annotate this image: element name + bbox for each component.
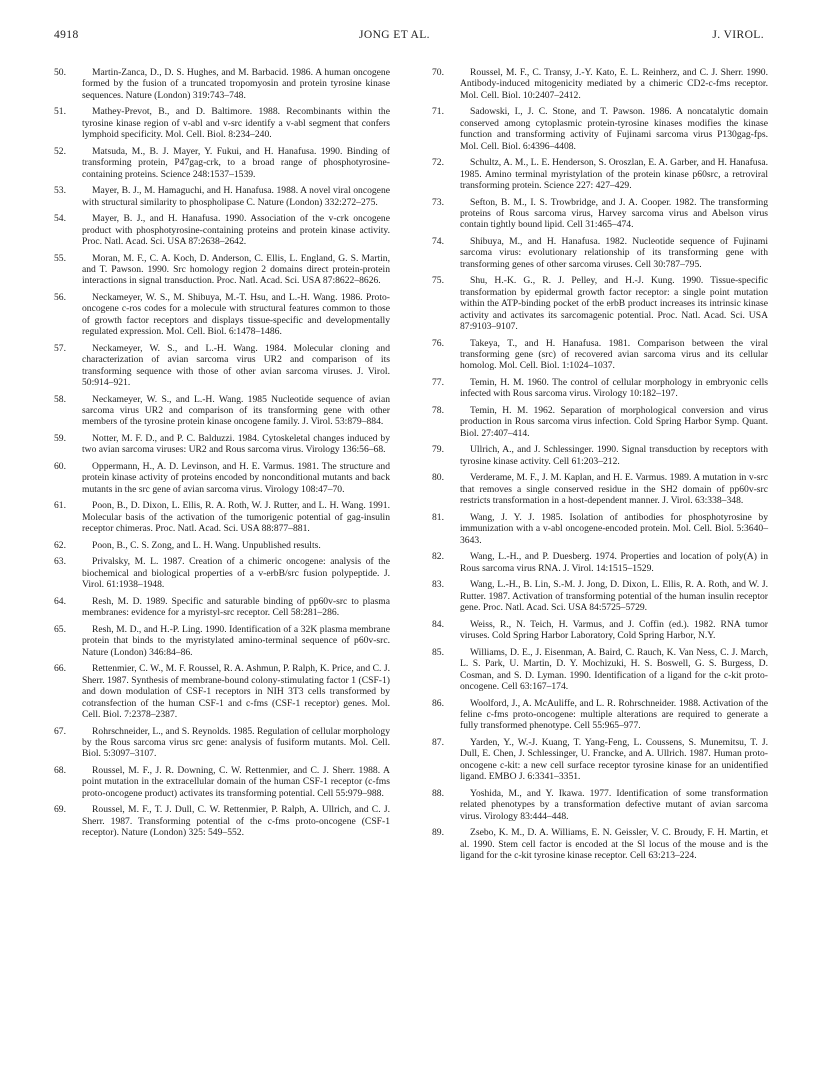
reference-entry (54, 804, 390, 838)
reference-entry (54, 540, 390, 551)
reference-number: 88. (432, 787, 444, 799)
reference-text: Sefton, B. M., I. S. Trowbridge, and J. A. Cooper. 1982. The transforming proteins of Rous sarcoma virus, Harvey sarcoma virus and Abelson virus contain tightly bound lipid. Cell 31:465–474. (460, 196, 768, 231)
reference-entry (432, 579, 768, 613)
reference-entry (432, 236, 768, 270)
reference-number: 78. (432, 405, 444, 417)
reference-number: 83. (432, 579, 444, 591)
reference-number: 68. (54, 764, 66, 776)
reference-entry (432, 472, 768, 506)
reference-entry (432, 377, 768, 400)
reference-text: Yoshida, M., and Y. Ikawa. 1977. Identification of some transformation related phenotypes by a transformation defective mutant of avian sarcoma virus. Virology 83:444–448. (460, 787, 768, 822)
reference-text: Verderame, M. F., J. M. Kaplan, and H. E. Varmus. 1989. A mutation in v-src that removes a single conserved residue in the SH2 domain of pp60v-src restricts transformation in a host-dependent manner. J. Virol. 63:338–348. (460, 472, 768, 507)
reference-entry (432, 619, 768, 642)
reference-number: 72. (432, 157, 444, 169)
reference-number: 67. (54, 725, 66, 737)
reference-number: 62. (54, 539, 66, 551)
reference-number: 63. (54, 556, 66, 568)
reference-text: Neckameyer, W. S., and L.-H. Wang. 1984. Molecular cloning and characterization of avian sarcoma virus UR2 and comparison of its transforming sequence with those of other avian sarcoma viruses. J. Virol. 50:914–921. (82, 342, 390, 389)
reference-column-left (54, 67, 390, 844)
reference-number: 77. (432, 377, 444, 389)
reference-number: 71. (432, 106, 444, 118)
reference-number: 52. (54, 145, 66, 157)
reference-text: Woolford, J., A. McAuliffe, and L. R. Rohrschneider. 1988. Activation of the feline c-fms proto-oncogene: multiple alterations are required to generate a fully transformed phenotype. Cell 55:965–977. (460, 697, 768, 732)
reference-entry (54, 596, 390, 619)
reference-number: 58. (54, 393, 66, 405)
reference-text: Shibuya, M., and H. Hanafusa. 1982. Nucleotide sequence of Fujinami sarcoma virus: evolutionary relationship of its transforming gene with transforming genes of other sarcoma viruses. Cell 30:787–795. (460, 236, 768, 270)
reference-entry (432, 338, 768, 372)
reference-text: Weiss, R., N. Teich, H. Varmus, and J. Coffin (ed.). 1982. RNA tumor viruses. Cold Spring Harbor Laboratory, Cold Spring Harbor, N.Y. (460, 618, 768, 642)
reference-text: Neckameyer, W. S., and L.-H. Wang. 1985 Nucleotide sequence of avian sarcoma virus UR2 and comparison of its transforming gene with other members of the tyrosine protein kinase oncogene family. J. Virol. 53:879–884. (82, 393, 390, 428)
reference-entry (54, 106, 390, 140)
reference-entry (54, 433, 390, 456)
running-title: JONG ET AL. (359, 29, 430, 41)
reference-entry (54, 292, 390, 338)
reference-text: Notter, M. F. D., and P. C. Balduzzi. 1984. Cytoskeletal changes induced by two avian sarcoma viruses: UR2 and Rous sarcoma virus. Virology 136:56–68. (82, 433, 390, 456)
reference-number: 59. (54, 433, 66, 445)
reference-entry (432, 737, 768, 783)
reference-number: 57. (54, 342, 66, 354)
reference-entry (54, 343, 390, 389)
reference-entry (54, 67, 390, 101)
reference-number: 61. (54, 500, 66, 512)
reference-number: 85. (432, 646, 444, 658)
reference-number: 81. (432, 511, 444, 523)
reference-text: Schultz, A. M., L. E. Henderson, S. Oroszlan, E. A. Garber, and H. Hanafusa. 1985. Amino terminal myristylation of the protein kinase p60src, a retroviral transforming protein. Science 227: 427–429. (460, 157, 768, 192)
reference-text: Zsebo, K. M., D. A. Williams, E. N. Geissler, V. C. Broudy, F. H. Martin, et al. 1990. Stem cell factor is encoded at the Sl locus of the mouse and is the ligand for the c-kit tyrosine kinase receptor. Cell 63:213–224. (460, 827, 768, 861)
reference-entry (54, 726, 390, 760)
page-number: 4918 (54, 29, 79, 41)
reference-number: 89. (432, 827, 444, 839)
reference-number: 50. (54, 67, 66, 78)
reference-number: 69. (54, 804, 66, 816)
reference-text: Moran, M. F., C. A. Koch, D. Anderson, C. Ellis, L. England, G. S. Martin, and T. Pawson. 1990. Src homology region 2 domains direct protein-protein interactions in signal transduction. Proc. Natl. Acad. Sci. USA 87:8622–8626. (82, 252, 390, 287)
reference-text: Wang, J. Y. J. 1985. Isolation of antibodies for phosphotyrosine by immunization with a v-abl oncogene-encoded protein. Mol. Cell. Biol. 5:3640–3643. (460, 511, 768, 546)
reference-text: Ullrich, A., and J. Schlessinger. 1990. Signal transduction by receptors with tyrosine kinase activity. Cell 61:203–212. (460, 444, 768, 467)
reference-text: Temin, H. M. 1962. Separation of morphological conversion and virus production in Rous sarcoma virus infection. Cold Spring Harbor Symp. Quant. Biol. 27:407–414. (460, 405, 768, 439)
reference-entry (54, 765, 390, 799)
reference-entry (432, 197, 768, 231)
reference-number: 76. (432, 337, 444, 349)
reference-text: Poon, B., D. Dixon, L. Ellis, R. A. Roth, W. J. Rutter, and L. H. Wang. 1991. Molecular basis of the activation of the tumorigenic potential of gag-insulin receptor chimeras. Proc. Natl. Acad. Sci. USA 88:877–881. (82, 500, 390, 535)
reference-text: Sadowski, I., J. C. Stone, and T. Pawson. 1986. A noncatalytic domain conserved among cytoplasmic protein-tyrosine kinases modifies the kinase function and transforming activity of Fujinami sarcoma virus P130gag-fps. Mol. Cell. Biol. 6:4396–4408. (460, 106, 768, 152)
reference-text: Resh, M. D., and H.-P. Ling. 1990. Identification of a 32K plasma membrane protein that binds to the myristylated amino-terminal sequence of p60v-src. Nature (London) 346:84–86. (82, 623, 390, 658)
reference-number: 65. (54, 623, 66, 635)
reference-entry (432, 106, 768, 152)
reference-text: Neckameyer, W. S., M. Shibuya, M.-T. Hsu, and L.-H. Wang. 1986. Proto-oncogene c-ros codes for a molecule with structural features common to those of growth factor receptors and displays tissue-specific and developmentally regulated expression. Mol. Cell. Biol. 6:1478–1486. (82, 292, 390, 338)
reference-number: 54. (54, 213, 66, 225)
reference-text: Williams, D. E., J. Eisenman, A. Baird, C. Rauch, K. Van Ness, C. J. March, L. S. Park, U. Martin, D. Y. Mochizuki, H. S. Boswell, G. S. Burgess, D. Cosman, and S. D. Lyman. 1990. Identification of a ligand for the c-kit proto-oncogene. Cell 63:167–174. (460, 646, 768, 692)
reference-number: 82. (432, 551, 444, 563)
reference-text: Wang, L.-H., and P. Duesberg. 1974. Properties and location of poly(A) in Rous sarcoma virus RNA. J. Virol. 14:1515–1529. (460, 551, 768, 574)
reference-entry (54, 253, 390, 287)
reference-number: 55. (54, 252, 66, 264)
reference-number: 56. (54, 292, 66, 304)
reference-number: 70. (432, 67, 444, 78)
reference-entry (54, 663, 390, 720)
reference-text: Wang, L.-H., B. Lin, S.-M. J. Jong, D. Dixon, L. Ellis, R. A. Roth, and W. J. Rutter. 1987. Activation of transforming potential of the human insulin receptor gene. Proc. Natl. Acad. Sci. USA 84:5725–5729. (460, 579, 768, 614)
reference-entry (432, 647, 768, 693)
reference-entry (432, 67, 768, 101)
reference-text: Martin-Zanca, D., D. S. Hughes, and M. Barbacid. 1986. A human oncogene formed by the fusion of a truncated tropomyosin and protein tyrosine kinase sequences. Nature (London) 319:743–748. (82, 67, 390, 101)
reference-number: 53. (54, 185, 66, 197)
reference-text: Roussel, M. F., T. J. Dull, C. W. Rettenmier, P. Ralph, A. Ullrich, and C. J. Sherr. 1987. Transforming potential of the c-fms proto-oncogene (CSF-1 receptor). Nature (London) 325: 549–552. (82, 804, 390, 839)
journal-name: J. VIROL. (712, 29, 764, 41)
reference-number: 86. (432, 697, 444, 709)
reference-entry (54, 213, 390, 247)
reference-text: Resh, M. D. 1989. Specific and saturable binding of pp60v-src to plasma membranes: evidence for a myristyl-src receptor. Cell 58:281–286. (82, 595, 390, 619)
reference-entry (54, 556, 390, 590)
reference-entry (54, 394, 390, 428)
reference-entry (432, 512, 768, 546)
reference-text: Mayer, B. J., and H. Hanafusa. 1990. Association of the v-crk oncogene product with phosphotyrosine-containing proteins and protein kinase activity. Proc. Natl. Acad. Sci. USA 87:2638–2642. (82, 213, 390, 248)
reference-entry (54, 146, 390, 180)
reference-text: Mayer, B. J., M. Hamaguchi, and H. Hanafusa. 1988. A novel viral oncogene with structural similarity to phospholipase C. Nature (London) 332:272–275. (82, 185, 390, 208)
reference-text: Takeya, T., and H. Hanafusa. 1981. Comparison between the viral transforming gene (src) of recovered avian sarcoma virus and its cellular homolog. Mol. Cell. Biol. 1:1024–1037. (460, 337, 768, 372)
reference-entry (54, 461, 390, 495)
reference-entry (432, 275, 768, 332)
reference-text: Shu, H.-K. G., R. J. Pelley, and H.-J. Kung. 1990. Tissue-specific transformation by epidermal growth factor receptor: a single point mutation within the ATP-binding pocket of the erbB product increases its intrinsic kinase activity and activates its sarcomagenic potential. Proc. Natl. Acad. Sci. USA 87:9103–9107. (460, 275, 768, 333)
reference-number: 75. (432, 275, 444, 287)
reference-number: 87. (432, 736, 444, 748)
reference-entry (432, 157, 768, 191)
reference-number: 64. (54, 595, 66, 607)
reference-number: 84. (432, 618, 444, 630)
reference-entry (432, 405, 768, 439)
reference-text: Roussel, M. F., J. R. Downing, C. W. Rettenmier, and C. J. Sherr. 1988. A point mutation in the extracellular domain of the human CSF-1 receptor (c-fms proto-oncogene product) activates its transforming potential. Cell 55:979–988. (82, 764, 390, 799)
reference-entry (432, 551, 768, 574)
reference-entry (54, 624, 390, 658)
reference-text: Poon, B., C. S. Zong, and L. H. Wang. Unpublished results. (92, 539, 321, 551)
reference-number: 74. (432, 236, 444, 248)
reference-text: Mathey-Prevot, B., and D. Baltimore. 1988. Recombinants within the tyrosine kinase region of v-abl and v-src identify a v-abl segment that confers lymphoid specificity. Mol. Cell. Biol. 8:234–240. (82, 106, 390, 141)
reference-text: Privalsky, M. L. 1987. Creation of a chimeric oncogene: analysis of the biochemical and biological properties of a v-erbB/src fusion polypeptide. J. Virol. 61:1938–1948. (82, 556, 390, 591)
reference-text: Matsuda, M., B. J. Mayer, Y. Fukui, and H. Hanafusa. 1990. Binding of transforming protein, P47gag-crk, to a broad range of phosphotyrosine-containing proteins. Science 248:1537–1539. (82, 145, 390, 180)
reference-text: Yarden, Y., W.-J. Kuang, T. Yang-Feng, L. Coussens, S. Munemitsu, T. J. Dull, E. Chen, J. Schlessinger, U. Francke, and A. Ullrich. 1987. Human proto-oncogene c-kit: a new cell surface receptor tyrosine kinase for an unidentified ligand. EMBO J. 6:3341–3351. (460, 736, 768, 783)
reference-text: Roussel, M. F., C. Transy, J.-Y. Kato, E. L. Reinherz, and C. J. Sherr. 1990. Antibody-induced mitogenicity mediated by a chimeric CD2-c-fms receptor. Mol. Cell. Biol. 10:2407–2412. (460, 67, 768, 101)
reference-number: 73. (432, 196, 444, 208)
reference-entry (54, 500, 390, 534)
reference-text: Oppermann, H., A. D. Levinson, and H. E. Varmus. 1981. The structure and protein kinase activity of proteins encoded by nonconditional mutants and back mutants in the src gene of avian sarcoma virus. Virology 108:47–70. (82, 461, 390, 495)
reference-entry (54, 185, 390, 208)
reference-text: Rohrschneider, L., and S. Reynolds. 1985. Regulation of cellular morphology by the Rous sarcoma virus src gene: analysis of fusiform mutants. Mol. Cell. Biol. 5:3097–3107. (82, 725, 390, 760)
reference-number: 66. (54, 663, 66, 675)
reference-number: 80. (432, 472, 444, 484)
reference-number: 79. (432, 444, 444, 456)
reference-number: 60. (54, 461, 66, 473)
reference-text: Rettenmier, C. W., M. F. Roussel, R. A. Ashmun, P. Ralph, K. Price, and C. J. Sherr. 1987. Synthesis of membrane-bound colony-stimulating factor 1 (CSF-1) and down modulation of CSF-1 receptors in NIH 3T3 cells transformed by cotransfection of the human CSF-1 and c-fms (CSF-1 receptor) genes. Mol. Cell. Biol. 7:2378–2387. (82, 663, 390, 720)
reference-entry (432, 827, 768, 861)
reference-entry (432, 444, 768, 467)
reference-text: Temin, H. M. 1960. The control of cellular morphology in embryonic cells infected with Rous sarcoma virus. Virology 10:182–197. (460, 377, 768, 400)
reference-number: 51. (54, 106, 66, 118)
reference-entry (432, 788, 768, 822)
reference-column-right (432, 67, 768, 867)
reference-entry (432, 698, 768, 732)
page-header (54, 29, 764, 45)
